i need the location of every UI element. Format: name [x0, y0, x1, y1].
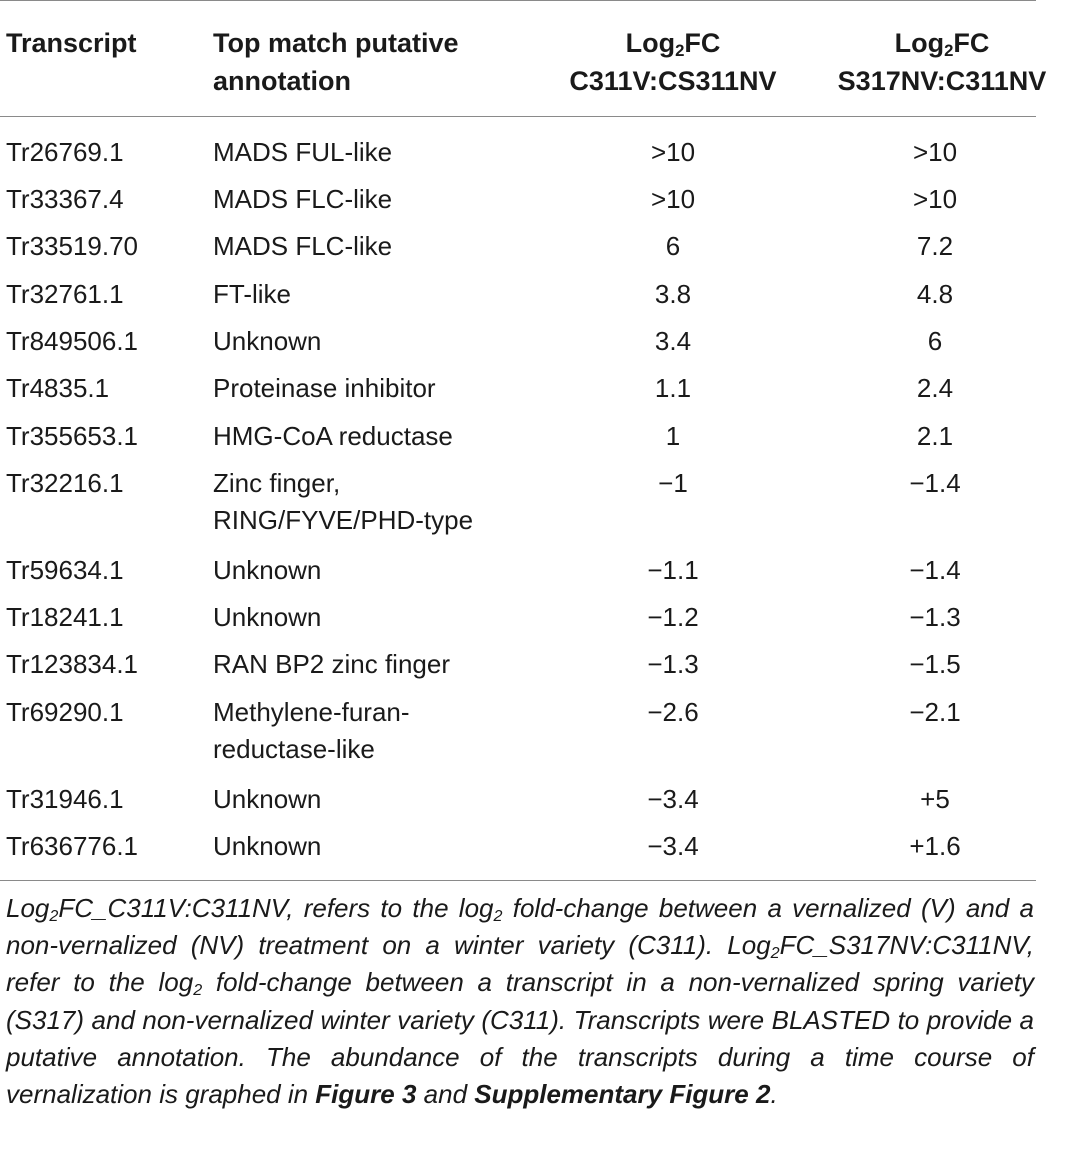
footnote-text: and	[416, 1079, 475, 1110]
annotation-continued: reductase-like	[213, 734, 375, 764]
transcript-id: Tr32216.1	[6, 468, 124, 498]
annotation: Unknown	[213, 831, 322, 861]
annotation: MADS FLC-like	[213, 231, 393, 261]
header-fc1-log: Log	[625, 28, 676, 58]
footnote-sub: 2	[770, 944, 780, 963]
header-fc2-sub: 2	[944, 41, 954, 61]
log2fc-s317nv-value: +1.6	[909, 831, 961, 861]
transcript-id: Tr33367.4	[6, 184, 124, 214]
header-transcript: Transcript	[6, 28, 137, 58]
log2fc-c311v-value: −3.4	[647, 831, 699, 861]
transcript-id: Tr636776.1	[6, 831, 139, 861]
annotation: MADS FLC-like	[213, 184, 393, 214]
log2fc-s317nv-value: 6	[927, 326, 943, 356]
footnote-text: .	[770, 1079, 778, 1110]
log2fc-s317nv-value: +5	[920, 784, 950, 814]
log2fc-s317nv-value: 2.4	[916, 373, 954, 403]
annotation: HMG-CoA reductase	[213, 421, 453, 451]
supplementary-figure-2-reference[interactable]: Supplementary Figure 2	[474, 1079, 771, 1110]
log2fc-s317nv-value: 4.8	[916, 279, 954, 309]
log2fc-s317nv-value: −2.1	[909, 697, 961, 727]
log2fc-c311v-value: −3.4	[647, 784, 699, 814]
log2fc-s317nv-value: 2.1	[916, 421, 954, 451]
transcript-id: Tr31946.1	[6, 784, 124, 814]
header-fc2-log: Log	[894, 28, 945, 58]
transcript-id: Tr123834.1	[6, 649, 139, 679]
transcript-id: Tr59634.1	[6, 555, 124, 585]
log2fc-c311v-value: −1.2	[647, 602, 699, 632]
annotation: MADS FUL-like	[213, 137, 393, 167]
log2fc-c311v-value: 1.1	[654, 373, 692, 403]
transcript-id: Tr18241.1	[6, 602, 124, 632]
table-footnote	[6, 890, 1034, 1113]
log2fc-s317nv-value: −1.4	[909, 555, 961, 585]
table-bottom-rule	[0, 880, 1036, 881]
header-annotation-line2: annotation	[213, 66, 351, 96]
transcript-id: Tr4835.1	[6, 373, 110, 403]
footnote-text: Log	[6, 893, 50, 923]
log2fc-c311v-value: −1.3	[647, 649, 699, 679]
transcript-id: Tr33519.70	[6, 231, 139, 261]
transcript-id: Tr32761.1	[6, 279, 124, 309]
header-fc2-fc: FC	[953, 28, 990, 58]
log2fc-c311v-value: −1	[658, 468, 688, 498]
footnote-sub: 2	[493, 907, 503, 926]
annotation: Proteinase inhibitor	[213, 373, 436, 403]
annotation-continued: RING/FYVE/PHD-type	[213, 505, 474, 535]
log2fc-c311v-value: 1	[665, 421, 681, 451]
log2fc-c311v-value: −2.6	[647, 697, 699, 727]
annotation: Zinc finger,	[213, 468, 341, 498]
footnote-text: FC_S317NV:C311NV, refer to the log	[6, 930, 1034, 998]
annotation: Unknown	[213, 784, 322, 814]
header-bottom-rule	[0, 116, 1036, 117]
log2fc-s317nv-value: >10	[912, 184, 958, 214]
annotation: FT-like	[213, 279, 291, 309]
footnote-text: FC_C311V:C311NV, refers to the log	[58, 893, 494, 923]
transcript-id: Tr69290.1	[6, 697, 124, 727]
log2fc-s317nv-value: −1.3	[909, 602, 961, 632]
log2fc-s317nv-value: 7.2	[916, 231, 954, 261]
log2fc-s317nv-value: −1.4	[909, 468, 961, 498]
annotation: Unknown	[213, 602, 322, 632]
log2fc-s317nv-value: >10	[912, 137, 958, 167]
figure-3-reference[interactable]: Figure 3	[315, 1079, 417, 1110]
log2fc-c311v-value: 6	[665, 231, 681, 261]
footnote-sub: 2	[193, 981, 203, 1000]
annotation: RAN BP2 zinc finger	[213, 649, 450, 679]
log2fc-c311v-value: −1.1	[647, 555, 699, 585]
footnote-text: fold-change between a transcript in a non-vernalized spring variety (S317) and non-vernalized winter variety (C311). Transcripts were BLASTED to provide a putative annotation. The abundance of the transcripts during a time course of vernalization is graphed in	[6, 967, 1034, 1110]
log2fc-c311v-value: >10	[650, 137, 696, 167]
header-fc1-fc: FC	[684, 28, 721, 58]
table-top-rule	[0, 0, 1036, 1]
header-fc1-comparison: C311V:CS311NV	[569, 66, 777, 96]
log2fc-c311v-value: 3.8	[654, 279, 692, 309]
header-annotation	[213, 24, 459, 100]
log2fc-c311v-value: 3.4	[654, 326, 692, 356]
annotation: Unknown	[213, 555, 322, 585]
header-fc2-comparison: S317NV:C311NV	[837, 66, 1047, 96]
annotation: Unknown	[213, 326, 322, 356]
header-fc1-sub: 2	[675, 41, 685, 61]
header-fc-c311v	[560, 24, 786, 100]
transcript-id: Tr849506.1	[6, 326, 139, 356]
transcript-id: Tr355653.1	[6, 421, 139, 451]
log2fc-c311v-value: >10	[650, 184, 696, 214]
log2fc-s317nv-value: −1.5	[909, 649, 961, 679]
footnote-text: fold-change between a vernalized (V) and a non-vernalized (NV) treatment on a winter variety (C311). Log	[6, 893, 1034, 961]
transcript-id: Tr26769.1	[6, 137, 124, 167]
header-annotation-line1: Top match putative	[213, 28, 459, 58]
annotation: Methylene-furan-	[213, 697, 410, 727]
header-fc-s317nv	[822, 24, 1062, 100]
footnote-sub: 2	[49, 907, 59, 926]
